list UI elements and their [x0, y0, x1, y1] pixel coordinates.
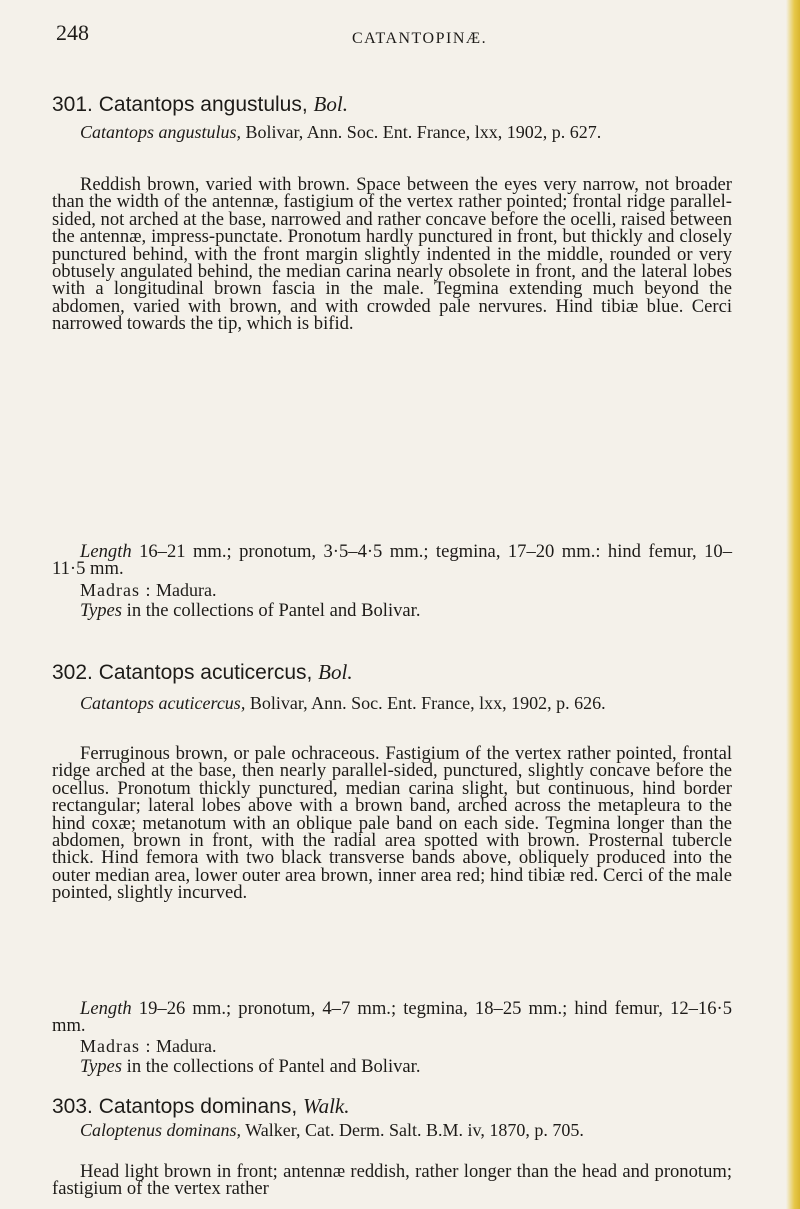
entry-number: 301. — [52, 93, 93, 116]
locality-value: Madura. — [155, 580, 217, 600]
types-302 — [80, 1056, 420, 1078]
page-number: 248 — [56, 20, 89, 45]
species-author: Bol. — [318, 660, 353, 684]
citation-taxon: Catantops acuticercus, — [80, 693, 246, 713]
length-values: 19–26 mm.; pronotum, 4–7 mm.; tegmina, 18–25 mm.; hind femur, 12–16·5 mm. — [52, 998, 733, 1037]
citation-reference: Bolivar, Ann. Soc. Ent. France, lxx, 1902, p. 627. — [245, 122, 602, 142]
types-301 — [80, 600, 420, 622]
entry-heading-302 — [52, 660, 353, 685]
length-label: Length — [80, 998, 132, 1019]
entry-number: 302. — [52, 661, 93, 684]
locality-value: Madura. — [155, 1036, 217, 1056]
locality-label: Madras : — [80, 580, 152, 600]
citation-301 — [80, 124, 720, 141]
species-author: Bol. — [313, 92, 348, 116]
types-label: Types — [80, 600, 122, 621]
species-name: Catantops acuticercus, — [98, 661, 313, 684]
measurements-301 — [52, 543, 732, 578]
citation-302 — [80, 695, 720, 712]
citation-reference: Walker, Cat. Derm. Salt. B.M. iv, 1870, p. 705. — [245, 1120, 584, 1140]
description-302: Ferruginous brown, or pale ochraceous. Fastigium of the vertex rather pointed, frontal ridge arched at the base, then nearly parallel-sided, punctured, slightly concave before the ocellus. Pronotum thickly punctured, median carina slight, but continuous, hind border rectangular; lateral lobes above with a brown band, arched across the metapleura to the hind coxæ; metanotum with an oblique pale band on each side. Tegmina longer than the abdomen, brown in front, with the radial area spotted with brown. Prosternal tubercle thick. Hind femora with two black transverse bands above, obliquely produced into the outer median area, lower outer area brown, inner area red; hind tibiæ red. Cerci of the male pointed, slightly incurved. — [52, 743, 732, 904]
entry-heading-301 — [52, 92, 348, 117]
species-name: Catantops angustulus, — [98, 93, 308, 116]
page-edge — [786, 0, 800, 1209]
running-head: CATANTOPINÆ. — [352, 30, 488, 47]
types-text: in the collections of Pantel and Bolivar. — [126, 600, 421, 621]
length-label: Length — [80, 541, 132, 562]
locality-302 — [80, 1036, 216, 1057]
measurements-302 — [52, 1000, 732, 1035]
locality-301 — [80, 580, 216, 601]
species-author: Walk. — [303, 1094, 350, 1118]
locality-label: Madras : — [80, 1036, 152, 1056]
citation-taxon: Caloptenus dominans, — [80, 1120, 242, 1140]
citation-taxon: Catantops angustulus, — [80, 122, 242, 142]
description-303: Head light brown in front; antennæ reddish, rather longer than the head and pronotum; fastigium of the vertex rather — [52, 1161, 732, 1200]
species-name: Catantops dominans, — [98, 1095, 298, 1118]
description-301: Reddish brown, varied with brown. Space between the eyes very narrow, not broader than the width of the antennæ, fastigium of the vertex rather pointed; frontal ridge parallel-sided, not arched at the base, narrowed and rather concave before the ocelli, raised between the antennæ, impress-punctate. Pronotum hardly punctured in front, but thickly and closely punctured behind, with the front margin slightly indented in the middle, rounded or very obtusely angulated behind, the median carina nearly obsolete in front, and the lateral lobes with a longitudinal brown fascia in the male. Tegmina extending much beyond the abdomen, varied with brown, and with crowded pale nervures. Hind tibiæ blue. Cerci narrowed towards the tip, which is bifid. — [52, 174, 732, 335]
entry-number: 303. — [52, 1095, 93, 1118]
types-text: in the collections of Pantel and Bolivar. — [126, 1056, 421, 1077]
types-label: Types — [80, 1056, 122, 1077]
entry-heading-303 — [52, 1094, 350, 1119]
page-header — [56, 20, 736, 50]
length-values: 16–21 mm.; pronotum, 3·5–4·5 mm.; tegmina, 17–20 mm.: hind femur, 10–11·5 mm. — [52, 541, 732, 580]
citation-reference: Bolivar, Ann. Soc. Ent. France, lxx, 1902, p. 626. — [249, 693, 606, 713]
citation-303 — [80, 1122, 720, 1139]
